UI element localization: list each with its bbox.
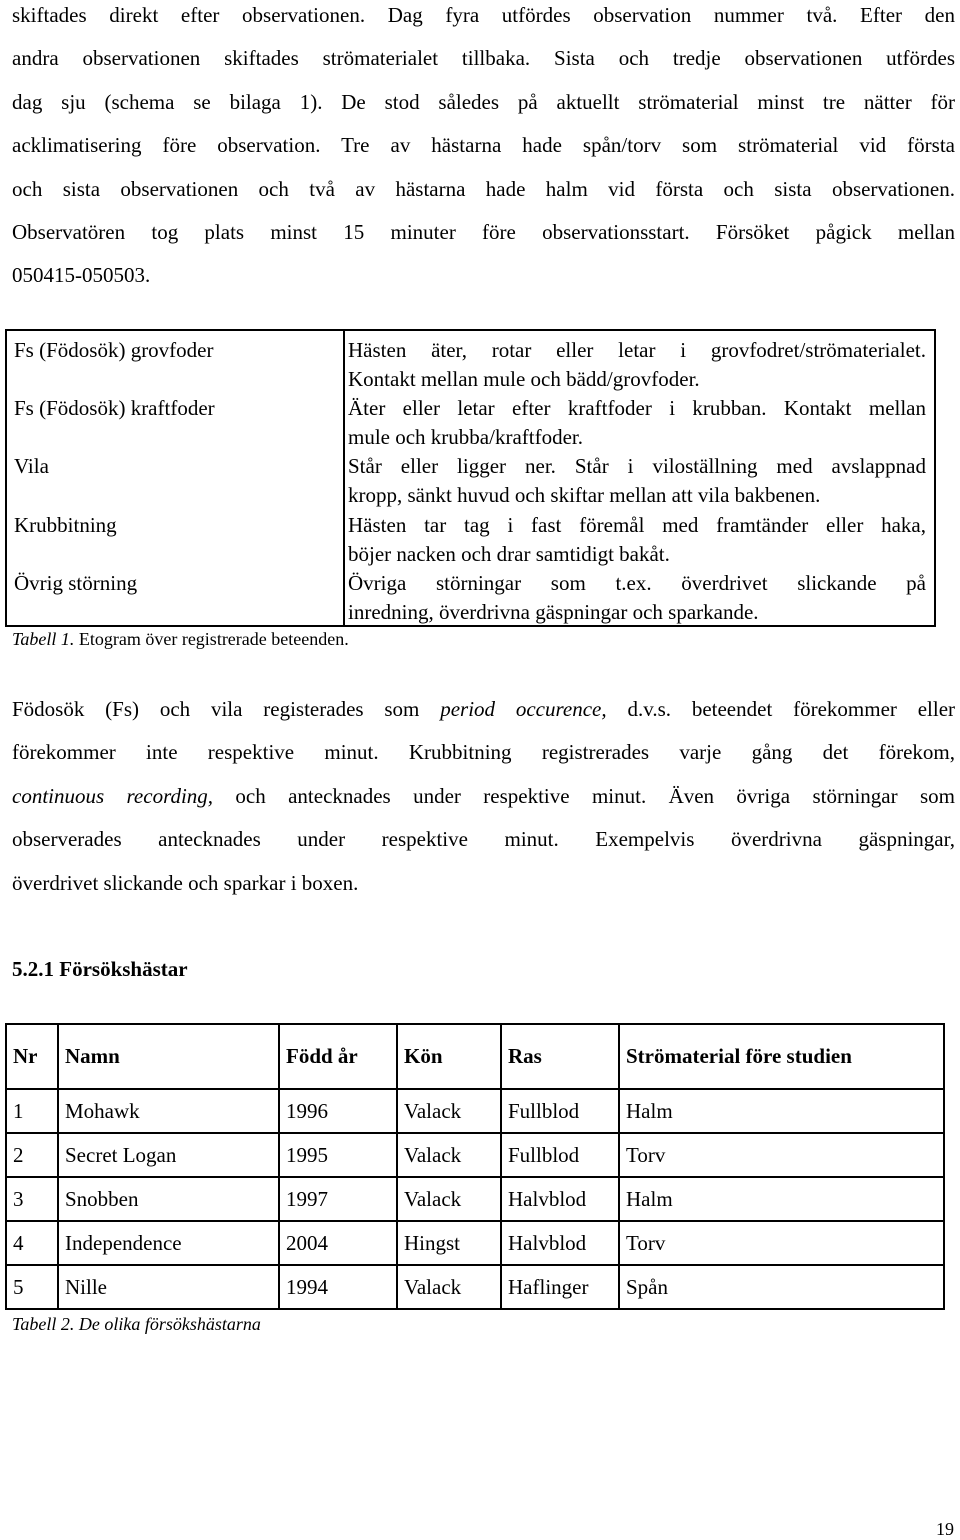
table-cell: Fullblod [501,1133,619,1177]
column-header: Ras [501,1024,619,1089]
description-line: inredning, överdrivna gäspningar och sparkande. [348,600,759,624]
caption-label: Tabell 1. [12,629,75,649]
table-cell: Nille [58,1265,279,1309]
column-header: Kön [397,1024,501,1089]
table-cell: Valack [397,1265,501,1309]
caption-text: Etogram över registrerade beteenden. [74,629,349,649]
column-header: Född år [279,1024,397,1089]
table-cell: 5 [6,1265,58,1309]
description-line: böjer nacken och drar samtidigt bakåt. [348,542,670,566]
italic-term: period occurence, [440,697,607,721]
table-cell: Hingst [397,1221,501,1265]
table-row [6,1089,944,1133]
table-row [6,1221,944,1265]
paragraph-line: Observatören tog plats minst 15 minuter före observationsstart. Försöket pågick mellan [12,220,955,245]
paragraph-line: förekommer inte respektive minut. Krubbitning registrerades varje gång det förekom, [12,740,955,765]
behavior-description [348,511,926,569]
table-cell: Valack [397,1089,501,1133]
table-cell: Torv [619,1133,944,1177]
table-cell: 3 [6,1177,58,1221]
intro-paragraph [12,0,955,298]
description-line: Äter eller letar efter kraftfoder i krubban. Kontakt mellan [348,396,926,420]
paragraph-line: överdrivet slickande och sparkar i boxen. [12,870,359,895]
italic-term: continuous recording, [12,783,214,808]
table-cell: Mohawk [58,1089,279,1133]
behavior-description [348,336,926,394]
table-divider [343,331,345,625]
column-header: Nr [6,1024,58,1089]
behavior-name: Fs (Födosök) grovfoder [14,338,214,362]
description-line: kropp, sänkt huvud och skiftar mellan att vila bakbenen. [348,483,821,507]
method-paragraph [12,688,955,905]
caption-text: Tabell 2. De olika försökshästarna [12,1314,261,1334]
table-cell: Secret Logan [58,1133,279,1177]
behavior-name: Krubbitning [14,513,117,537]
section-heading: 5.2.1 Försökshästar [12,957,188,981]
behavior-name: Fs (Födosök) kraftfoder [14,396,215,420]
table-cell: 1997 [279,1177,397,1221]
paragraph-line: skiftades direkt efter observationen. Dag fyra utfördes observation nummer två. Efter den [12,3,955,27]
behavior-description [348,569,926,627]
behavior-description [348,394,926,452]
table-cell: 1996 [279,1089,397,1133]
table1-caption [12,628,349,650]
behavior-name: Övrig störning [14,571,138,595]
paragraph-line: och sista observationen och två av hästarna hade halm vid första och sista observationen. [12,176,955,201]
paragraph-line [12,775,955,818]
table-cell: Haflinger [501,1265,619,1309]
table-cell: Valack [397,1133,501,1177]
table2-caption [12,1313,261,1335]
paragraph-line: acklimatisering före observation. Tre av hästarna hade spån/torv som strömaterial vid första [12,133,955,158]
description-line: Står eller ligger ner. Står i viloställning med avslappnad [348,454,926,478]
description-line: Kontakt mellan mule och bädd/grovfoder. [348,367,700,391]
table-cell: Halm [619,1089,944,1133]
table-cell: 4 [6,1221,58,1265]
paragraph-line: observerades antecknades under respektive minut. Exempelvis överdrivna gäspningar, [12,827,955,852]
text-run: d.v.s. beteendet förekommer eller [606,697,956,721]
table-cell: 1 [6,1089,58,1133]
table-cell: 2 [6,1133,58,1177]
table-cell: Spån [619,1265,944,1309]
table-row [6,1177,944,1221]
paragraph-line: 050415-050503. [12,263,151,288]
table-row [6,1133,944,1177]
table-header-row [6,1024,944,1089]
table-cell: 2004 [279,1221,397,1265]
behavior-description [348,452,926,510]
behavior-name: Vila [14,454,49,478]
text-run: och antecknades under respektive minut. Även övriga störningar som [213,783,955,808]
text-run: Födosök (Fs) och vila registerades som [12,697,441,721]
description-line: Övriga störningar som t.ex. överdrivet slickande på [348,571,926,595]
table-row [6,1265,944,1309]
description-line: Hästen tar tag i fast föremål med framtänder eller haka, [348,513,926,537]
column-header: Strömaterial före studien [619,1024,944,1089]
table-cell: Snobben [58,1177,279,1221]
table-cell: Fullblod [501,1089,619,1133]
ethogram-table [5,329,936,627]
horses-table [5,1023,945,1310]
paragraph-line: dag sju (schema se bilaga 1). De stod således på aktuellt strömaterial minst tre nätter för [12,89,955,114]
page-number: 19 [936,1519,954,1539]
table-cell: Independence [58,1221,279,1265]
table-cell: 1995 [279,1133,397,1177]
table-cell: Torv [619,1221,944,1265]
description-line: Hästen äter, rotar eller letar i grovfodret/strömaterialet. [348,338,926,362]
table-cell: Halvblod [501,1177,619,1221]
paragraph-line: andra observationen skiftades strömaterialet tillbaka. Sista och tredje observationen utfördes [12,46,955,71]
paragraph-line [12,688,955,731]
table-cell: Halvblod [501,1221,619,1265]
table-cell: Valack [397,1177,501,1221]
description-line: mule och krubba/kraftfoder. [348,425,583,449]
column-header: Namn [58,1024,279,1089]
table-cell: Halm [619,1177,944,1221]
table-cell: 1994 [279,1265,397,1309]
